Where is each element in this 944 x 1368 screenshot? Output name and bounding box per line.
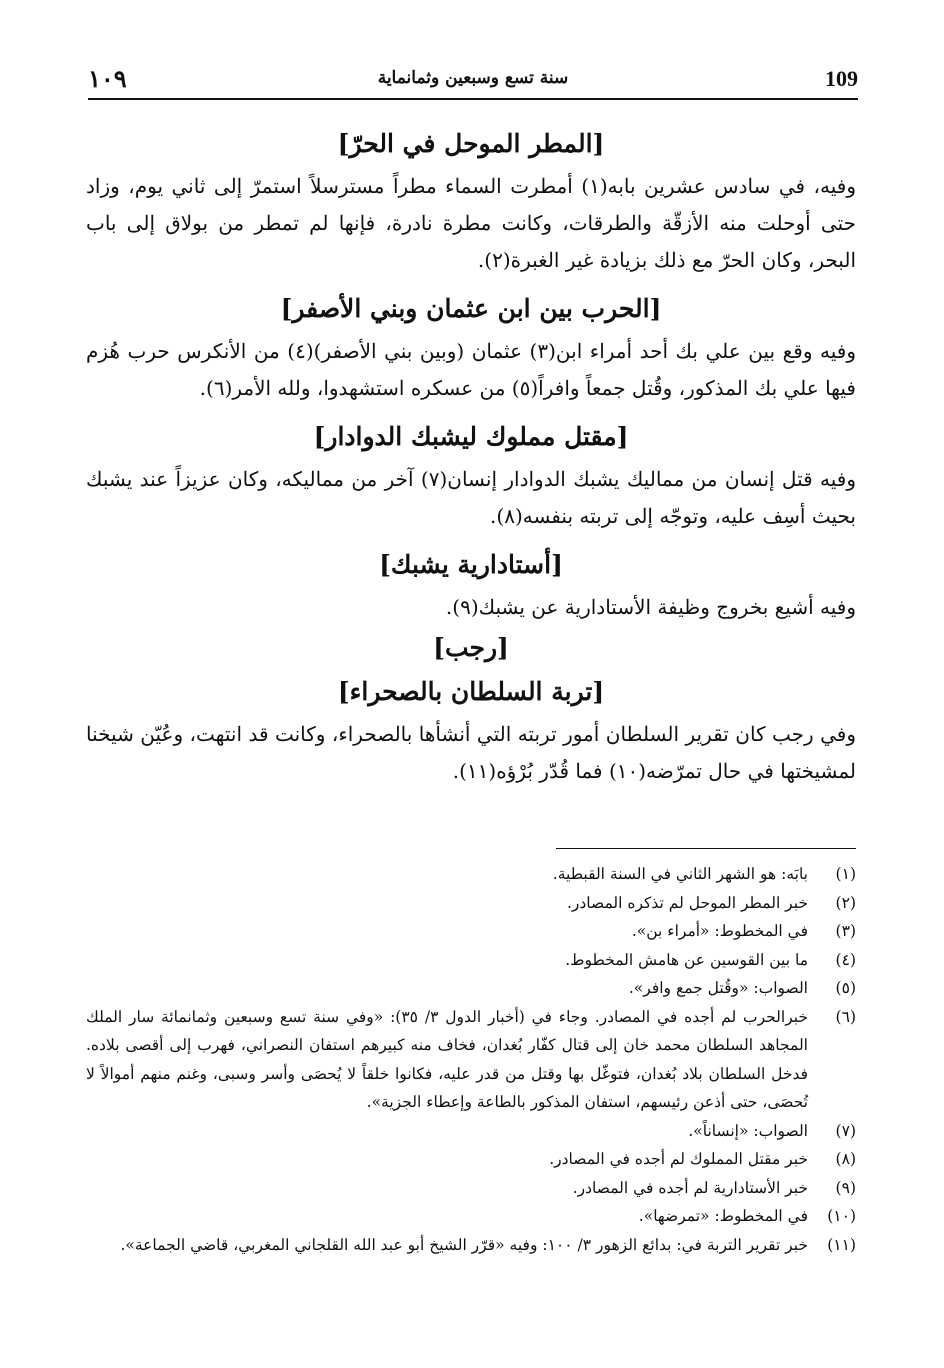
page-header [88,62,858,100]
footnote-text: الصواب: «إنساناً». [688,1121,808,1140]
section-heading: [أستادارية يشبك] [379,550,563,579]
footnote [86,1202,856,1231]
footnote-number: (٤) [835,950,856,969]
footnote-text: في المخطوط: «أمراء بن». [631,922,808,940]
footnotes [86,860,856,1259]
page-number-latin: 109 [825,66,858,91]
footnote [86,889,856,918]
footnote-text: خبرالحرب لم أجده في المصادر. وجاء في (أخبار الدول ٣/ ٣٥): «وفي سنة تسع وسبعين وثمانمائة سار الملك المجاهد السلطان محمد خان إلى قتال كفّار بُغدان، فخاف منه كبيرهم استفان النصراني، فهرب إلى أقصى بلاده. فدخل السلطان بلاد بُغدان، فتوغّل بها وقتل من قدر عليه، فكانوا خلقاً لا يُحصَى وأسر وسبى، وغنم منهم أموالاً لا تُحصَى، حتى أذعن رئيسهم، استفان المذكور بالطاعة وإعطاء الجزية». [86,1007,809,1111]
section-paragraph: وفي رجب كان تقرير السلطان أمور تربته التي أنشأها بالصحراء، وكانت قد انتهت، وعُيّن شيخنا لمشيختها في حال تمرّضه(١٠) فما قُدّر بُرْؤه(١١). [86,722,856,783]
footnote-number: (٥) [835,979,856,997]
footnote-number: (٣) [835,922,856,940]
footnote-number: (١٠) [827,1207,856,1225]
footnote-number: (٢) [835,893,856,912]
footnote-number: (٦) [835,1007,856,1026]
footnote [86,1003,856,1117]
month-heading: [رجب] [433,633,509,662]
footnote-text: خبر المطر الموحل لم تذكره المصادر. [566,893,808,912]
footnote [86,1117,856,1146]
footnote [86,974,856,1003]
running-title: سنة تسع وسبعين وثمانماية [377,68,569,88]
section-paragraph: وفيه وقع بين علي بك أحد أمراء ابن(٣) عثمان (وبين بني الأصفر)(٤) من الأنكرس حرب هُزم فيها علي بك المذكور، وقُتل جمعاً وافراً(٥) من عسكره استشهدوا، ولله الأمر(٦). [86,339,856,400]
footnote-number: (٩) [835,1178,856,1197]
section-heading: [تربة السلطان بالصحراء] [337,677,605,706]
footnote [86,946,856,975]
footnote-number: (٨) [835,1150,856,1168]
footnote-text: خبر تقرير التربة في: بدائع الزهور ٣/ ١٠٠: وفيه «قرّر الشيخ أبو عبد الله القلجاني المغربي، قاضي الجماعة». [120,1235,808,1254]
footnote [86,1174,856,1203]
footnote-number: (١١) [827,1235,856,1254]
footnote-text: خبر مقتل المملوك لم أجده في المصادر. [549,1150,808,1168]
footnote [86,1231,856,1260]
footnote [86,1145,856,1174]
footnote-text: ما بين القوسين عن هامش المخطوط. [565,950,808,969]
section-heading: [مقتل مملوك ليشبك الدوادار] [313,422,629,451]
section-heading: [الحرب بين ابن عثمان وبني الأصفر] [280,294,662,323]
section-paragraph: وفيه أشيع بخروج وظيفة الأستادارية عن يشبك(٩). [445,595,856,619]
footnote [86,917,856,946]
footnote-divider [556,848,856,849]
main-text [86,126,856,802]
footnote-text: الصواب: «وقُتل جمع وافر». [628,979,808,997]
page-number-arabic: ١٠٩ [88,64,127,93]
footnote-text: خبر الأستادارية لم أجده في المصادر. [572,1178,808,1197]
footnote [86,860,856,889]
footnote-number: (٧) [835,1121,856,1140]
section-heading: [المطر الموحل في الحرّ] [337,129,605,158]
section-paragraph: وفيه، في سادس عشرين بابه(١) أمطرت السماء مطراً مسترسلاً استمرّ إلى ثاني يوم، وزاد حتى أوحلت منه الأزقّة والطرقات، وكانت مطرة نادرة، فإنها لم تمطر من بولاق إلى باب البحر، وكان الحرّ مع ذلك بزيادة غير الغبرة(٢). [86,174,856,272]
footnote-number: (١) [835,865,856,883]
footnote-text: في المخطوط: «تمرضها». [638,1207,808,1225]
section-paragraph: وفيه قتل إنسان من مماليك يشبك الدوادار إنسان(٧) آخر من مماليكه، وكان عزيزاً عند يشبك بحيث أسِف عليه، وتوجّه إلى تربته بنفسه(٨). [86,467,856,528]
footnote-text: بابَه: هو الشهر الثاني في السنة القبطية. [552,865,808,883]
